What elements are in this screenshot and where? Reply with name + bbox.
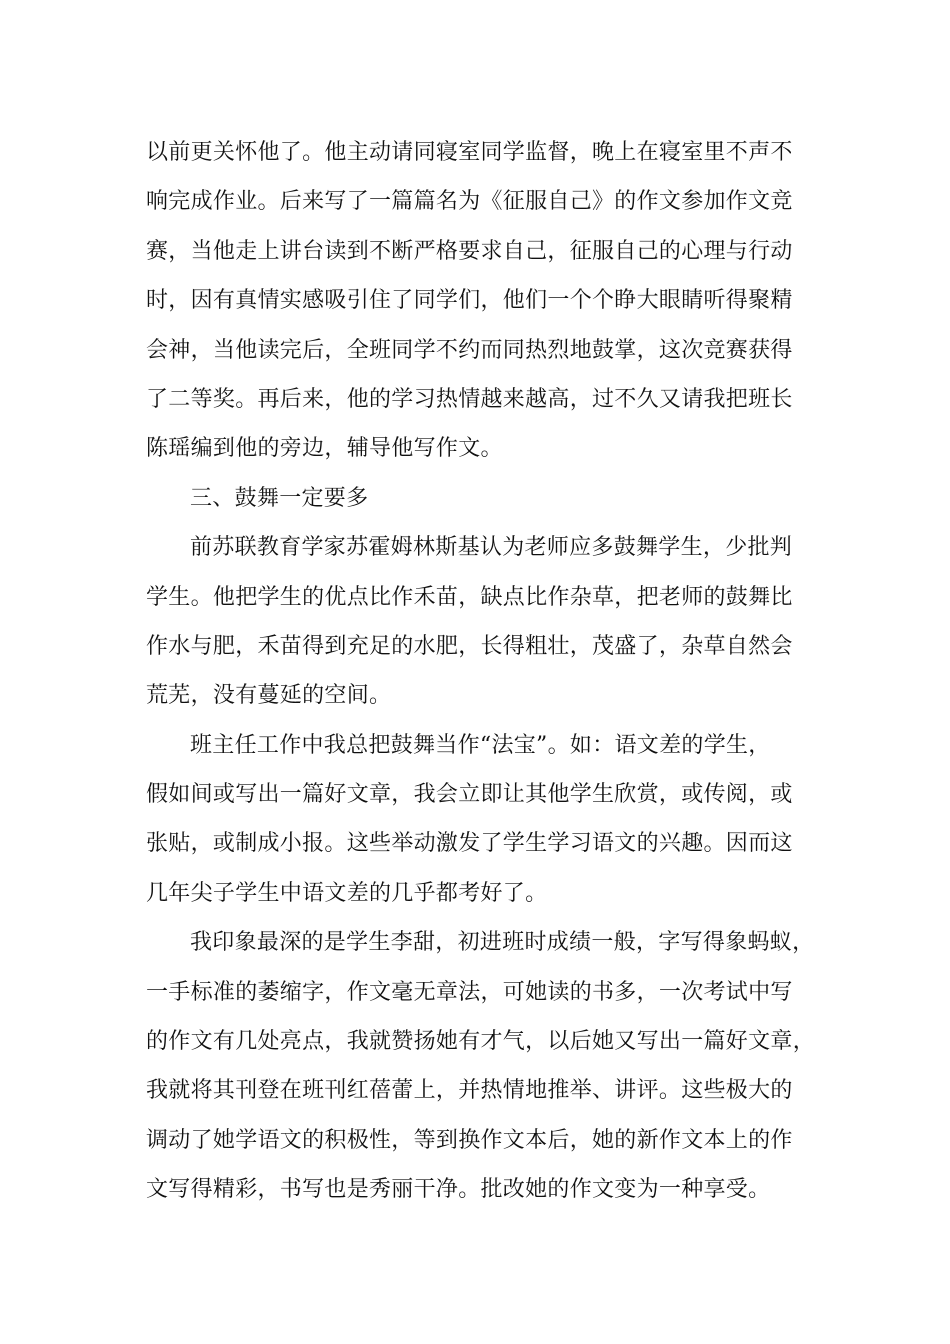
- body-text: [146, 128, 816, 1215]
- section-heading: 三、鼓舞一定要多: [190, 485, 369, 511]
- text-line: 几年尖子学生中语文差的几乎都考好了。: [146, 880, 548, 906]
- text-line: 陈瑶编到他的旁边，辅导他写作文。: [146, 436, 503, 462]
- text-line: 响完成作业。后来写了一篇篇名为《征服自己》的作文参加作文竞: [146, 189, 793, 215]
- text-line: 赛，当他走上讲台读到不断严格要求自己，征服自己的心理与行动: [146, 238, 793, 264]
- text-line: 调动了她学语文的积极性，等到换作文本后，她的新作文本上的作: [146, 1127, 793, 1153]
- text-line: 了二等奖。再后来，他的学习热情越来越高，过不久又请我把班长: [146, 386, 793, 412]
- text-line: 时，因有真情实感吸引住了同学们，他们一个个睁大眼睛听得聚精: [146, 288, 793, 314]
- text-line: 以前更关怀他了。他主动请同寝室同学监督，晚上在寝室里不声不: [146, 140, 793, 165]
- text-line: 作水与肥，禾苗得到充足的水肥，长得粗壮，茂盛了，杂草自然会: [146, 633, 793, 659]
- text-line: 学生。他把学生的优点比作禾苗，缺点比作杂草，把老师的鼓舞比: [146, 584, 793, 610]
- text-line: 荒芜，没有蔓延的空间。: [146, 683, 392, 709]
- text-line: 前苏联教育学家苏霍姆林斯基认为老师应多鼓舞学生，少批判: [190, 535, 793, 561]
- text-line: 的作文有几处亮点，我就赞扬她有才气，以后她又写出一篇好文章，: [146, 1029, 816, 1055]
- text-line: 我印象最深的是学生李甜，初进班时成绩一般，字写得象蚂蚁，: [190, 930, 815, 956]
- text-line: 我就将其刊登在班刊红蓓蕾上，并热情地推举、讲评。这些极大的: [146, 1078, 793, 1104]
- text-line: 张贴，或制成小报。这些举动激发了学生学习语文的兴趣。因而这: [146, 831, 793, 857]
- text-line: 假如间或写出一篇好文章，我会立即让其他学生欣赏，或传阅，或: [146, 782, 793, 808]
- text-line: 一手标准的萎缩字，作文毫无章法，可她读的书多，一次考试中写: [146, 979, 793, 1005]
- text-line: 会神，当他读完后，全班同学不约而同热烈地鼓掌，这次竞赛获得: [146, 337, 793, 363]
- text-line: 班主任工作中我总把鼓舞当作“法宝”。如：语文差的学生，: [190, 732, 771, 758]
- text-line: 文写得精彩，书写也是秀丽干净。批改她的作文变为一种享受。: [146, 1177, 771, 1203]
